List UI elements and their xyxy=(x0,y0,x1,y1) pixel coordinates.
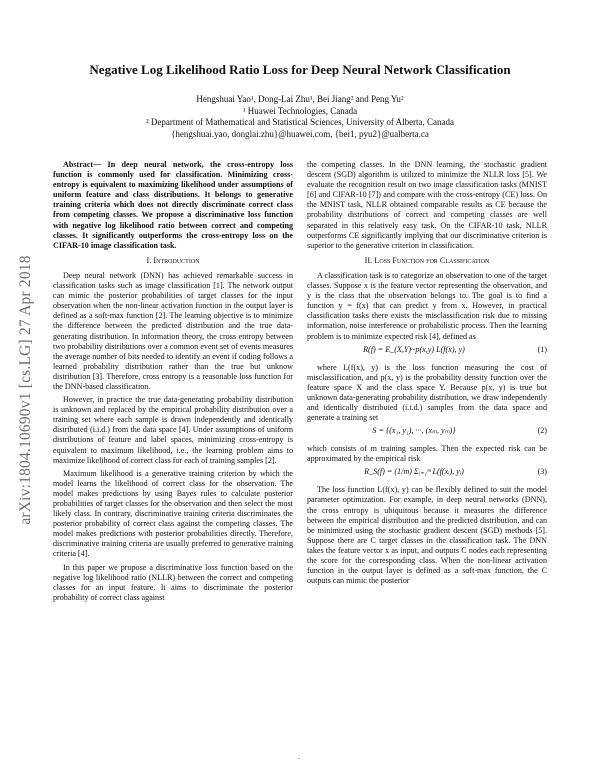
equation-3 xyxy=(307,467,547,482)
right-column xyxy=(307,160,547,589)
equation-number: (3) xyxy=(537,467,547,477)
page-footer-mark: . xyxy=(298,752,300,761)
section-heading-introduction: I. Introduction xyxy=(146,255,200,265)
paragraph: The loss function L(f(x), y) can be flexibly defined to suit the model parameter optimization. For example, in deep neural networks (DNN), the cross entropy is ubiquitous because it measures the difference between the empirical distribution and the predicted distribution, and can be minimized using the stochastic gradient descent (SGD) methods [5]. Suppose there are C target classes in the classification task. The DNN takes the feature vector x as input, and outputs C nodes each representing the score for the corresponding class. When the non-linear activation function in the output layer is defined as a soft-max function, the C outputs can mimic the posterior xyxy=(307,485,547,586)
equation-number: (1) xyxy=(537,344,547,354)
paragraph: which consists of m training samples. Then the expected risk can be approximated by the empirical risk xyxy=(307,444,547,464)
paragraph: A classification task is to categorize an observation to one of the target classes. Suppose x is the feature vector representing the observation, and y is the class that the observation belongs to. The goal is to find a function y = f(x) that can predict y from x. However, in practical classification tasks there exists the misclassification risk due to missing information, noise interference or probabilistic process. Then the learning problem is to minimize expected risk [4], defined as xyxy=(307,270,547,341)
abstract: Abstract— In deep neural network, the cross-entropy loss function is commonly used for classification. Minimizing cross-entropy is equivalent to maximizing likelihood under assumptions of uniform feature and class distributions. It belongs to generative training criteria which does not directly discriminate correct class from competing classes. We propose a discriminative loss function with negative log likelihood ratio between correct and competing classes. It significantly outperforms the cross-entropy loss on the CIFAR-10 image classification task. xyxy=(53,160,293,250)
affiliation-2: ² Department of Mathematical and Statistical Sciences, University of Alberta, Canada xyxy=(145,117,455,127)
author-emails: {hengshuai.yao, donglai.zhu}@huawei.com, {bei1, pyu2}@ualberta.ca xyxy=(171,128,429,139)
equation-body: R_S(f) = (1/m) Σᵢ₌₁ᵐ L(f(xᵢ), yᵢ) xyxy=(364,467,464,477)
paragraph: Maximum likelihood is a generative training criterion by which the model learns the likelihood of correct class for the observation. The model makes predictions by using Bayes rules to calculate posterior probabilities of target classes for the observation and then select the most likely class. In contrary, discriminative training criteria discriminates the posterior probability of correct class against the competing classes. The model makes predictions with posterior probabilities directly. Therefore, discriminative training criteria are usually preferred to generative training criteria [4]. xyxy=(53,468,293,559)
equation-body: S = {(x₁, y₁), ···, (xₘ, yₘ)} xyxy=(372,426,456,436)
affiliation-1: ¹ Huawei Technologies, Canada xyxy=(242,105,358,116)
equation-number: (2) xyxy=(537,426,547,436)
paragraph: However, in practice the true data-generating probability distribution is unknown and replaced by the empirical probability distribution over a training set where each sample is drawn independently and identically distributed (i.i.d.) from the data space [4]. Under assumptions of uniform distributions of feature and label spaces, minimizing cross-entropy is equivalent to maximum likelihood, i.e., the learning problem aims to maximize likelihood of correct class for each of training samples [2]. xyxy=(53,395,293,465)
section-heading-loss-function: II. Loss Function for Classification xyxy=(364,255,490,265)
equation-2 xyxy=(307,426,547,441)
equation-body: R(f) = E_(X,Y)~p(x,y) L(f(x), y) xyxy=(363,344,465,354)
paragraph: the competing classes. In the DNN learning, the stochastic gradient descent (SGD) algorithm is utilized to minimize the NLLR loss [5]. We evaluate the recognition result on two image classification tasks (MNIST [6] and CIFAR-10 [7]) and compare with the cross-entropy (CE) loss. On the MNIST task, NLLR obtained comparable results as CE because the probability distributions of correct and competing classes are well separated in this relatively easy task. On the CIFAR-10 task, NLLR outperforms CE significantly implying that our discriminative criterion is superior to the generative criterion in classification. xyxy=(307,160,547,250)
paper-title: Negative Log Likelihood Ratio Loss for Deep Neural Network Classification xyxy=(89,62,511,77)
arxiv-id: arXiv:1804.10690v1 [cs.LG] 27 Apr 2018 xyxy=(17,255,34,525)
paragraph: In this paper we propose a discriminative loss function based on the negative log likelihood ratio (NLLR) between the correct and competing classes for an input feature. It aims to discriminate the posterior probability of correct class against xyxy=(53,562,293,602)
arxiv-stamp xyxy=(6,190,46,590)
paragraph: Deep neural network (DNN) has achieved remarkable success in classification tasks such as image classification [1]. The network output can mimic the posterior probabilities of target classes for the input observation when the non-linear activation function in the output layer is defined as a soft-max function [2]. The learning objective is to minimize the difference between the predicted distribution and the true data-generating distribution. In information theory, the cross entropy between two probability distributions over a common event set of events measures the average number of bits needed to identify an event if coding follows a learned probability distribution rather than the true but unknow distribution [3]. Therefore, cross entropy is a reasonable loss function for the DNN-based classification. xyxy=(53,270,293,391)
equation-1 xyxy=(307,345,547,360)
left-column xyxy=(53,160,293,606)
author-block xyxy=(60,94,540,140)
author-names: Hengshuai Yao¹, Dong-Lai Zhu¹, Bei Jiang² and Peng Yu² xyxy=(196,94,404,104)
paragraph: where L(f(x), y) is the loss function measuring the cost of misclassification, and p(x, y) is the probability density function over the feature space X and the class space Y. Because p(x, y) is true but unknown data-generating probability distribution, we draw independently and identically distributed (i.i.d.) samples from the data space and generate a training set xyxy=(307,362,547,423)
